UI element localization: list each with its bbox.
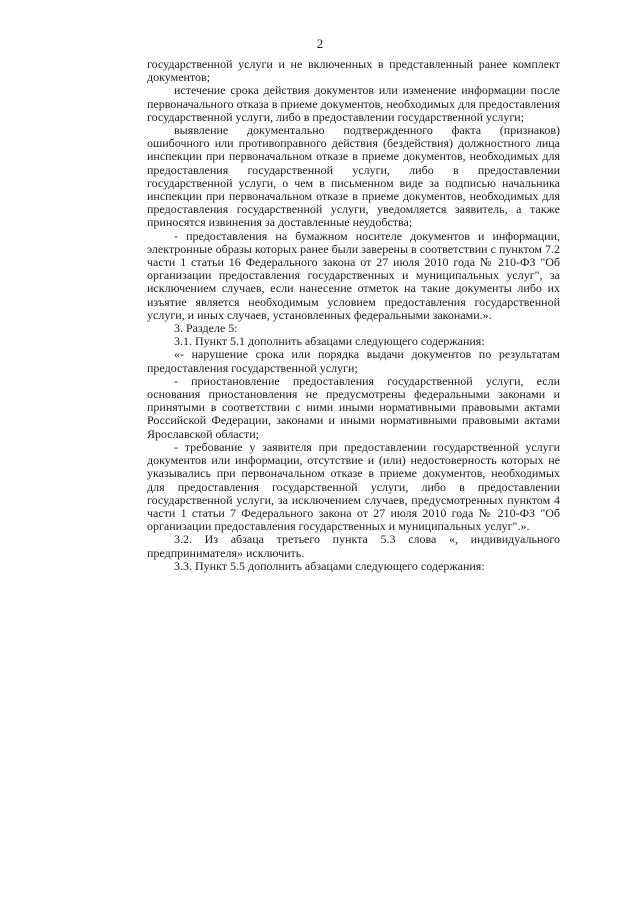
paragraph-document-requirement: - требование у заявителя при предоставлении государственной услуги документов или информации, отсутствие и (или) недостоверность которых не указывались при первоначальном отказе в приеме документов, необходимых для предоставления государственной услуги, либо в предоставлении государственной услуги, за исключением случаев, предусмотренных пунктом 4 части 1 статьи 7 Федерального закона от 27 июля 2010 года № 210-ФЗ "Об организации предоставления государственных и муниципальных услуг".». [147,439,560,534]
paragraph-clause-3-1: 3.1. Пункт 5.1 дополнить абзацами следующего содержания: [174,334,485,349]
paragraph-clause-3-3: 3.3. Пункт 5.5 дополнить абзацами следующего содержания: [174,558,485,573]
paragraph-deadline-violation: «- нарушение срока или порядка выдачи документов по результатам предоставления государственной услуги; [147,347,560,375]
paragraph-suspension: - приостановление предоставления государственной услуги, если основания приостановления не предусмотрены федеральными законами и принятыми в соответствии с ними иными нормативными правовыми актами Российской Федерации, законами и иными нормативными правовыми актами Ярославской области; [147,373,560,441]
paragraph-clause-3-2: 3.2. Из абзаца третьего пункта 5.3 слова «, индивидуального предпринимателя» исключить. [147,532,560,560]
paragraph-section-5: 3. Разделе 5: [174,321,238,336]
paragraph-error-detection: выявление документально подтвержденного факта (признаков) ошибочного или противоправного действия (бездействия) должностного лица инспекции при первоначальном отказе в приеме документов, необходимых для предоставления государственной услуги, либо в предоставлении государственной услуги, о чем в письменном виде за подписью начальника инспекции при первоначальном отказе в приеме документов, необходимых для предоставления государственной услуги, уведомляется заявитель, а также приносятся извинения за доставленные неудобства; [147,123,560,230]
paragraph-expiry: истечение срока действия документов или изменение информации после первоначального отказа в приеме документов, необходимых для предоставления государственной услуги, либо в предоставлении государственной услуги; [147,83,560,124]
page-number: 2 [316,36,324,51]
paragraph-paper-documents: - предоставления на бумажном носителе документов и информации, электронные образы которых ранее были заверены в соответствии с пунктом 7.2 части 1 статьи 16 Федерального закона от 27 июля 2010 года № 210-ФЗ "Об организации предоставления государственных и муниципальных услуг", за исключением случаев, если нанесение отметок на такие документы либо их изъятие является необходимым условием предоставления государственной услуги, и иных случаев, установленных федеральными законами.». [147,228,560,322]
document-body [147,58,560,573]
paragraph-continuation: государственной услуги и не включенных в представленный ранее комплект документов; [147,57,560,85]
